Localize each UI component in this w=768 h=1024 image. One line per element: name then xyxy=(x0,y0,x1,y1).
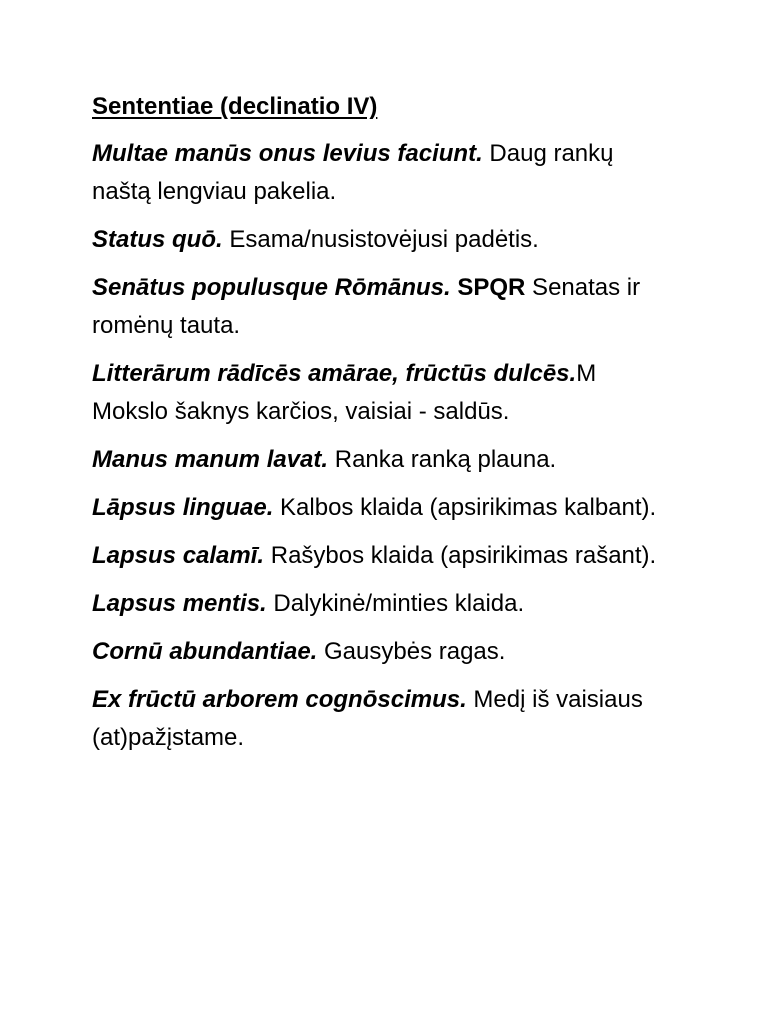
latin-phrase: Ex frūctū arborem cognōscimus. xyxy=(92,686,467,713)
sentence-entry xyxy=(92,269,677,345)
translation-text: Senatas ir romėnų tauta. xyxy=(92,274,641,339)
sentence-entry xyxy=(92,355,677,431)
abbreviation: SPQR xyxy=(450,274,526,301)
translation-text: Gausybės ragas. xyxy=(317,638,506,665)
translation-text: Dalykinė/minties klaida. xyxy=(266,590,525,617)
translation-text: Daug rankų naštą lengviau pakelia. xyxy=(92,140,614,205)
sentence-entry xyxy=(92,135,677,211)
sentence-entry xyxy=(92,441,677,479)
sentence-entry xyxy=(92,585,677,623)
document-page xyxy=(92,88,677,767)
translation-text: Ranka ranką plauna. xyxy=(328,446,557,473)
latin-phrase: Litterārum rādīcēs amārae, frūctūs dulcēs. xyxy=(92,360,577,387)
latin-phrase: Cornū abundantiae. xyxy=(92,638,318,665)
sentence-entry xyxy=(92,633,677,671)
translation-text: Esama/nusistovėjusi padėtis. xyxy=(222,226,539,253)
sentence-entry xyxy=(92,221,677,259)
document-title: Sententiae (declinatio IV) xyxy=(92,93,378,120)
translation-text: Rašybos klaida (apsirikimas rašant). xyxy=(264,542,657,569)
translation-text: Medį iš vaisiaus (at)pažįstame. xyxy=(92,686,643,751)
latin-phrase: Status quō. xyxy=(92,226,223,253)
sentence-entry xyxy=(92,681,677,757)
latin-phrase: Manus manum lavat. xyxy=(92,446,329,473)
sentence-entry xyxy=(92,489,677,527)
translation-text: Kalbos klaida (apsirikimas kalbant). xyxy=(273,494,657,521)
sentence-entry xyxy=(92,537,677,575)
latin-phrase: Lapsus mentis. xyxy=(92,590,267,617)
translation-text: M Mokslo šaknys karčios, vaisiai - saldūs. xyxy=(92,360,597,425)
latin-phrase: Multae manūs onus levius faciunt. xyxy=(92,140,483,167)
latin-phrase: Senātus populusque Rōmānus. xyxy=(92,274,451,301)
latin-phrase: Lāpsus linguae. xyxy=(92,494,274,521)
latin-phrase: Lapsus calamī. xyxy=(92,542,265,569)
